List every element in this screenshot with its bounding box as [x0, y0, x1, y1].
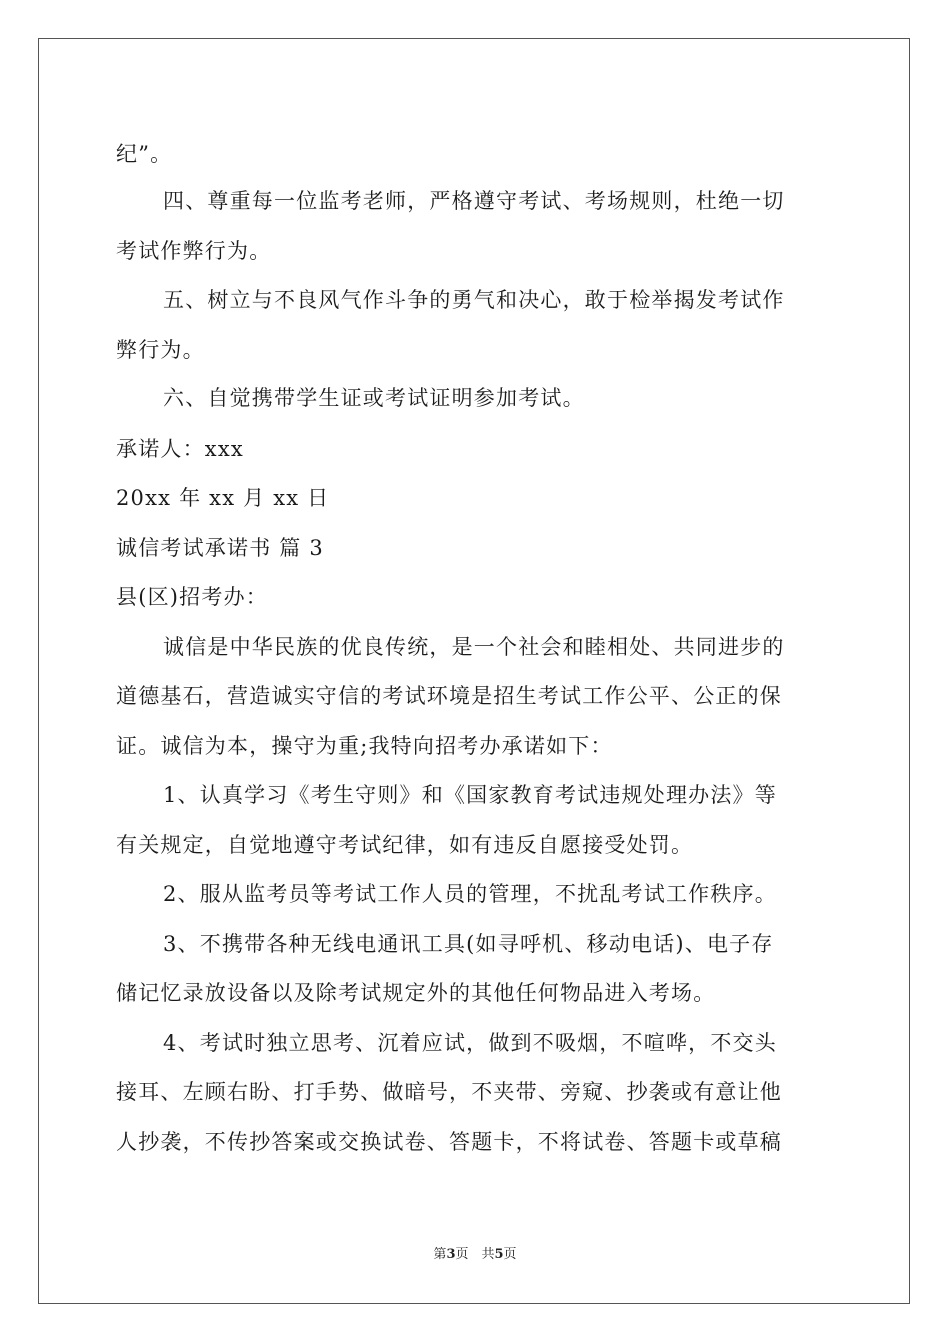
total-pages-number: 5: [494, 1247, 504, 1262]
text-line: 证。诚信为本，操守为重;我特向招考办承诺如下：: [116, 734, 613, 758]
text-line: 道德基石，营造诚实守信的考试环境是招生考试工作公平、公正的保: [116, 684, 782, 708]
page-label-suffix: 页: [503, 1247, 517, 1262]
text-line: 4、考试时独立思考、沉着应试，做到不吸烟，不喧哗，不交头: [163, 1031, 777, 1055]
text-line: 接耳、左顾右盼、打手势、做暗号，不夹带、旁窥、抄袭或有意让他: [116, 1080, 782, 1104]
section-heading: 诚信考试承诺书 篇 3: [116, 536, 324, 560]
text-line: 储记忆录放设备以及除考试规定外的其他任何物品进入考场。: [116, 981, 716, 1005]
signatory-line: 承诺人：xxx: [116, 437, 244, 461]
text-line: 3、不携带各种无线电通讯工具(如寻呼机、移动电话)、电子存: [163, 932, 774, 956]
text-line: 四、尊重每一位监考老师，严格遵守考试、考场规则，杜绝一切: [163, 189, 785, 213]
date-line: 20xx 年 xx 月 xx 日: [116, 486, 330, 510]
text-line: 1、认真学习《考生守则》和《国家教育考试违规处理办法》等: [163, 783, 777, 807]
text-line: 2、服从监考员等考试工作人员的管理，不扰乱考试工作秩序。: [163, 882, 777, 906]
text-line: 弊行为。: [116, 338, 205, 362]
text-line: 纪”。: [116, 142, 173, 166]
page-label-prefix: 第: [433, 1247, 447, 1262]
current-page-number: 3: [446, 1247, 456, 1262]
text-line: 诚信是中华民族的优良传统，是一个社会和睦相处、共同进步的: [163, 635, 785, 659]
page-border: [38, 38, 910, 1304]
text-line: 五、树立与不良风气作斗争的勇气和决心，敢于检举揭发考试作: [163, 288, 785, 312]
text-line: 考试作弊行为。: [116, 239, 272, 263]
text-line: 人抄袭，不传抄答案或交换试卷、答题卡，不将试卷、答题卡或草稿: [116, 1130, 782, 1154]
text-line: 有关规定，自觉地遵守考试纪律，如有违反自愿接受处罚。: [116, 833, 694, 857]
addressee-line: 县(区)招考办：: [116, 585, 268, 609]
text-line: 六、自觉携带学生证或考试证明参加考试。: [163, 386, 585, 410]
page-label-mid: 页 共: [455, 1247, 495, 1262]
page-footer: [0, 1247, 950, 1263]
